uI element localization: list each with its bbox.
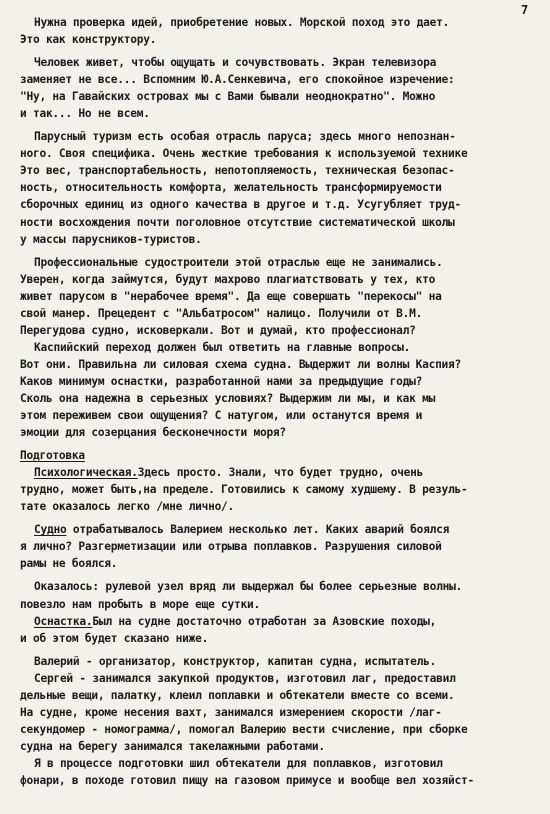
text-line: живет парусом в "нерабочее время". Да еще совершать "перекосы" на <box>20 289 442 303</box>
text-line: Сергей - занимался закупкой продуктов, изготовил лаг, предоставил <box>34 671 456 685</box>
text-line: ность, относительность комфорта, желательность трансформируемости <box>20 181 442 195</box>
text-line <box>20 613 540 630</box>
text-line: Оказалось: рулевой узел вряд ли выдержал бы более серьезные волны. <box>34 580 463 594</box>
text-line: Валерий - организатор, конструктор, капитан судна, испытатель. <box>34 654 437 668</box>
text-line <box>20 447 540 464</box>
text-line: Это вес, транспортабельность, непотопляемость, техническая безопас- <box>20 164 455 178</box>
text-line: На судне, кроме несения вахт, занимался измерением скорости /лаг- <box>20 705 442 719</box>
text-line: и об этом будет сказано ниже. <box>20 631 209 645</box>
line-text: отрабатывалось Валерием несколько лет. Каких аварий боялся <box>66 523 450 537</box>
underlined-heading: Психологическая. <box>34 466 138 480</box>
underlined-heading: Судно <box>34 523 67 537</box>
text-line: и так... Но не всем. <box>20 107 150 121</box>
text-line: Каспийский переход должен был ответить на главные вопросы. <box>34 340 411 354</box>
text-line: повезло нам пробыть в море еще сутки. <box>20 597 260 611</box>
text-line: тате оказалось легко /мне лично/. <box>20 500 235 514</box>
text-line: рамы не боялся. <box>20 557 118 571</box>
text-line: Профессиональные судостроители этой отраслью еще не занимались. <box>34 255 443 269</box>
body-text <box>20 14 540 789</box>
text-line <box>20 521 540 538</box>
text-line: Перегудова судно, исковеркали. Вот и думай, кто профессионал? <box>20 323 416 337</box>
text-line: ного. Своя специфика. Очень жесткие требования к используемой технике <box>20 147 468 161</box>
text-line: у массы парусников-туристов. <box>20 232 202 246</box>
text-line: Я в процессе подготовки шил обтекатели для поплавков, изготовил <box>34 756 443 770</box>
text-line: я лично? Разгерметизации или отрыва поплавков. Разрушения силовой <box>20 540 442 554</box>
text-line: этом переживем свои ощущения? С натугом, или останутся время и <box>20 409 423 423</box>
text-line: трудно, может быть,на пределе. Готовились к самому худшему. В резуль- <box>20 483 468 497</box>
text-line: сборочных единиц из одного качества в другое и т.д. Усугубляет труд- <box>20 198 462 212</box>
line-text: Был на судне достаточно отработан за Азовские походы, <box>92 614 437 628</box>
text-line: Нужна проверка идей, приобретение новых. Морской поход это дает. <box>34 16 450 29</box>
line-text: Здесь просто. Знали, что будет трудно, очень <box>137 466 424 480</box>
text-line: Уверен, когда займутся, будут махрово плагиатствовать у тех, кто <box>20 272 436 286</box>
text-line: секундомер - номограмма/, помогал Валерию вести счисление, при сборке <box>20 722 468 736</box>
text-line: судна на берегу занимался такелажными работами. <box>20 739 325 753</box>
text-line <box>20 464 540 481</box>
text-line: фонари, в походе готовил пищу на газовом примусе и вообще вел хозяйст- <box>20 773 474 787</box>
text-line: Каков минимум оснастки, разработанной нами за предыдущие годы? <box>20 374 423 388</box>
text-line: ности восхождения почти поголовное отсутствие систематической школы <box>20 215 455 229</box>
text-line: Это как конструктору. <box>20 33 157 47</box>
text-line: Вот они. Правильна ли силовая схема судна. Выдержит ли волны Каспия? <box>20 357 462 371</box>
text-line: "Ну, на Гавайских островах мы с Вами бывали неоднократно". Можно <box>20 90 436 104</box>
text-line: дельные вещи, палатку, клеил поплавки и обтекатели вместе со всеми. <box>20 688 455 702</box>
text-line: Парусный туризм есть особая отрасль паруса; здесь много непознан- <box>34 130 456 144</box>
text-line: Человек живет, чтобы ощущать и сочувствовать. Экран телевизора <box>34 56 437 70</box>
text-line: Сколь она надежна в серьезных условиях? Выдержим ли мы, и как мы <box>20 391 436 405</box>
underlined-heading: Оснастка. <box>34 614 93 628</box>
text-line: эмоции для созерцания бесконечности моря? <box>20 426 286 440</box>
page-number: 7 <box>521 3 528 17</box>
underlined-heading: Подготовка <box>20 449 85 463</box>
text-line: свой манер. Прецедент с "Альбатросом" налицо. Получили от В.М. <box>20 306 423 320</box>
text-line: заменяет не все... Вспомним Ю.А.Сенкевича, его спокойное изречение: <box>20 73 455 87</box>
